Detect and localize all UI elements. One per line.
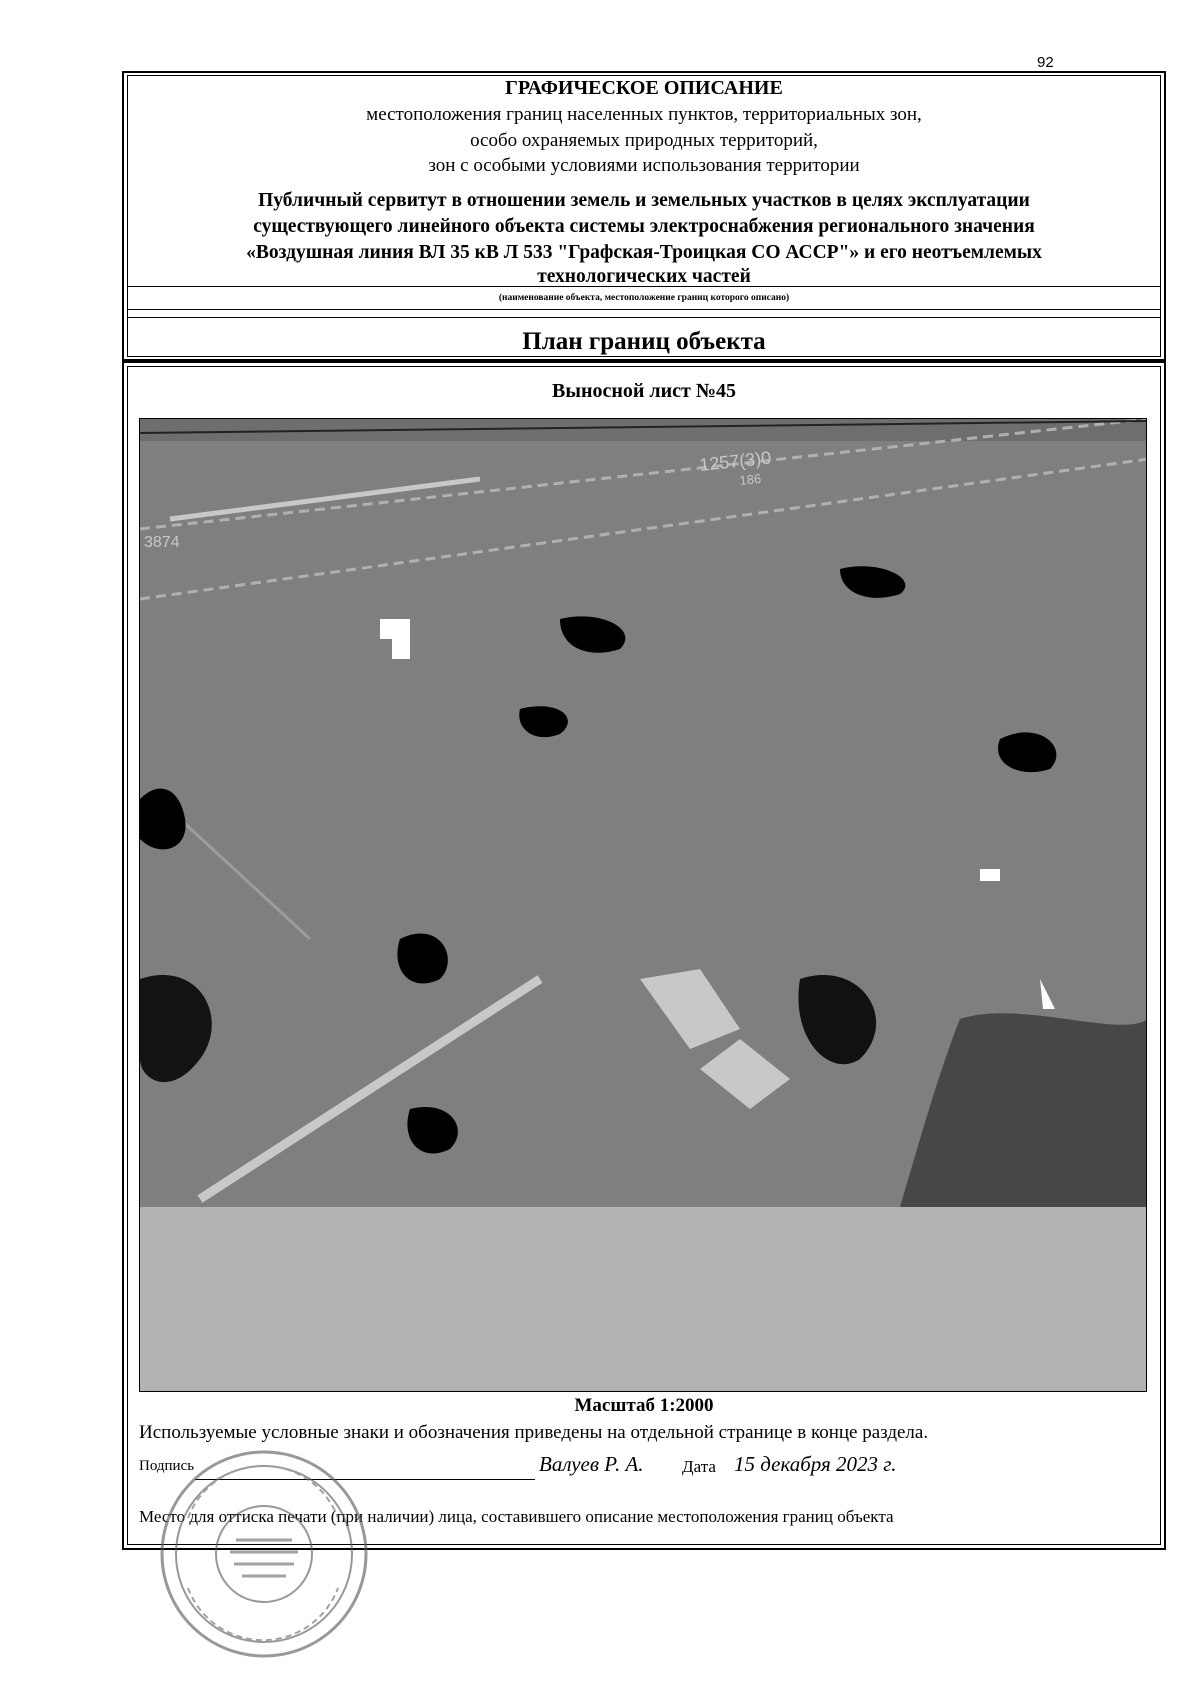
aerial-map-image: [140, 419, 1147, 1392]
stamp-note: Место для оттиска печати (при наличии) лица, составившего описание местоположения границ объекта: [139, 1507, 894, 1526]
map-label-cadastral-top: 1257(3)0: [698, 447, 773, 475]
document-title: ГРАФИЧЕСКОЕ ОПИСАНИЕ: [505, 77, 783, 99]
plan-title: План границ объекта: [522, 328, 766, 355]
signer-name: Валуев Р. А.: [539, 1452, 644, 1476]
map-label-cadastral-left: 3874: [144, 534, 180, 551]
sheet-title: Выносной лист №45: [552, 380, 736, 402]
header-divider: [127, 317, 1161, 318]
date-value: 15 декабря 2023 г.: [734, 1452, 897, 1476]
object-name-line: «Воздушная линия ВЛ 35 кВ Л 533 "Графская-Троицкая СО АССР"» и его неотъемлемых: [246, 242, 1042, 263]
subtitle-line: местоположения границ населенных пунктов, территориальных зон,: [366, 104, 922, 125]
legend-note: Используемые условные знаки и обозначения приведены на отдельной странице в конце раздела.: [139, 1422, 929, 1443]
signature-label: Подпись: [139, 1458, 195, 1474]
aerial-map: [139, 418, 1147, 1392]
subtitle-line: зон с особыми условиями использования территории: [428, 155, 860, 176]
subtitle-line: особо охраняемых природных территорий,: [470, 130, 818, 151]
page-number: 92: [1037, 54, 1054, 71]
object-name-line: технологических частей: [537, 266, 751, 287]
map-scale: Масштаб 1:2000: [574, 1395, 714, 1416]
official-stamp: [158, 1448, 370, 1660]
map-label-cadastral-top-sub: 186: [738, 470, 762, 488]
object-caption: (наименование объекта, местоположение границ которого описано): [498, 293, 790, 303]
header-divider: [127, 309, 1161, 310]
date-label: Дата: [682, 1457, 716, 1476]
object-name-line: Публичный сервитут в отношении земель и земельных участков в целях эксплуатации: [258, 190, 1030, 211]
object-name-line: существующего линейного объекта системы электроснабжения регионального значения: [253, 216, 1035, 237]
